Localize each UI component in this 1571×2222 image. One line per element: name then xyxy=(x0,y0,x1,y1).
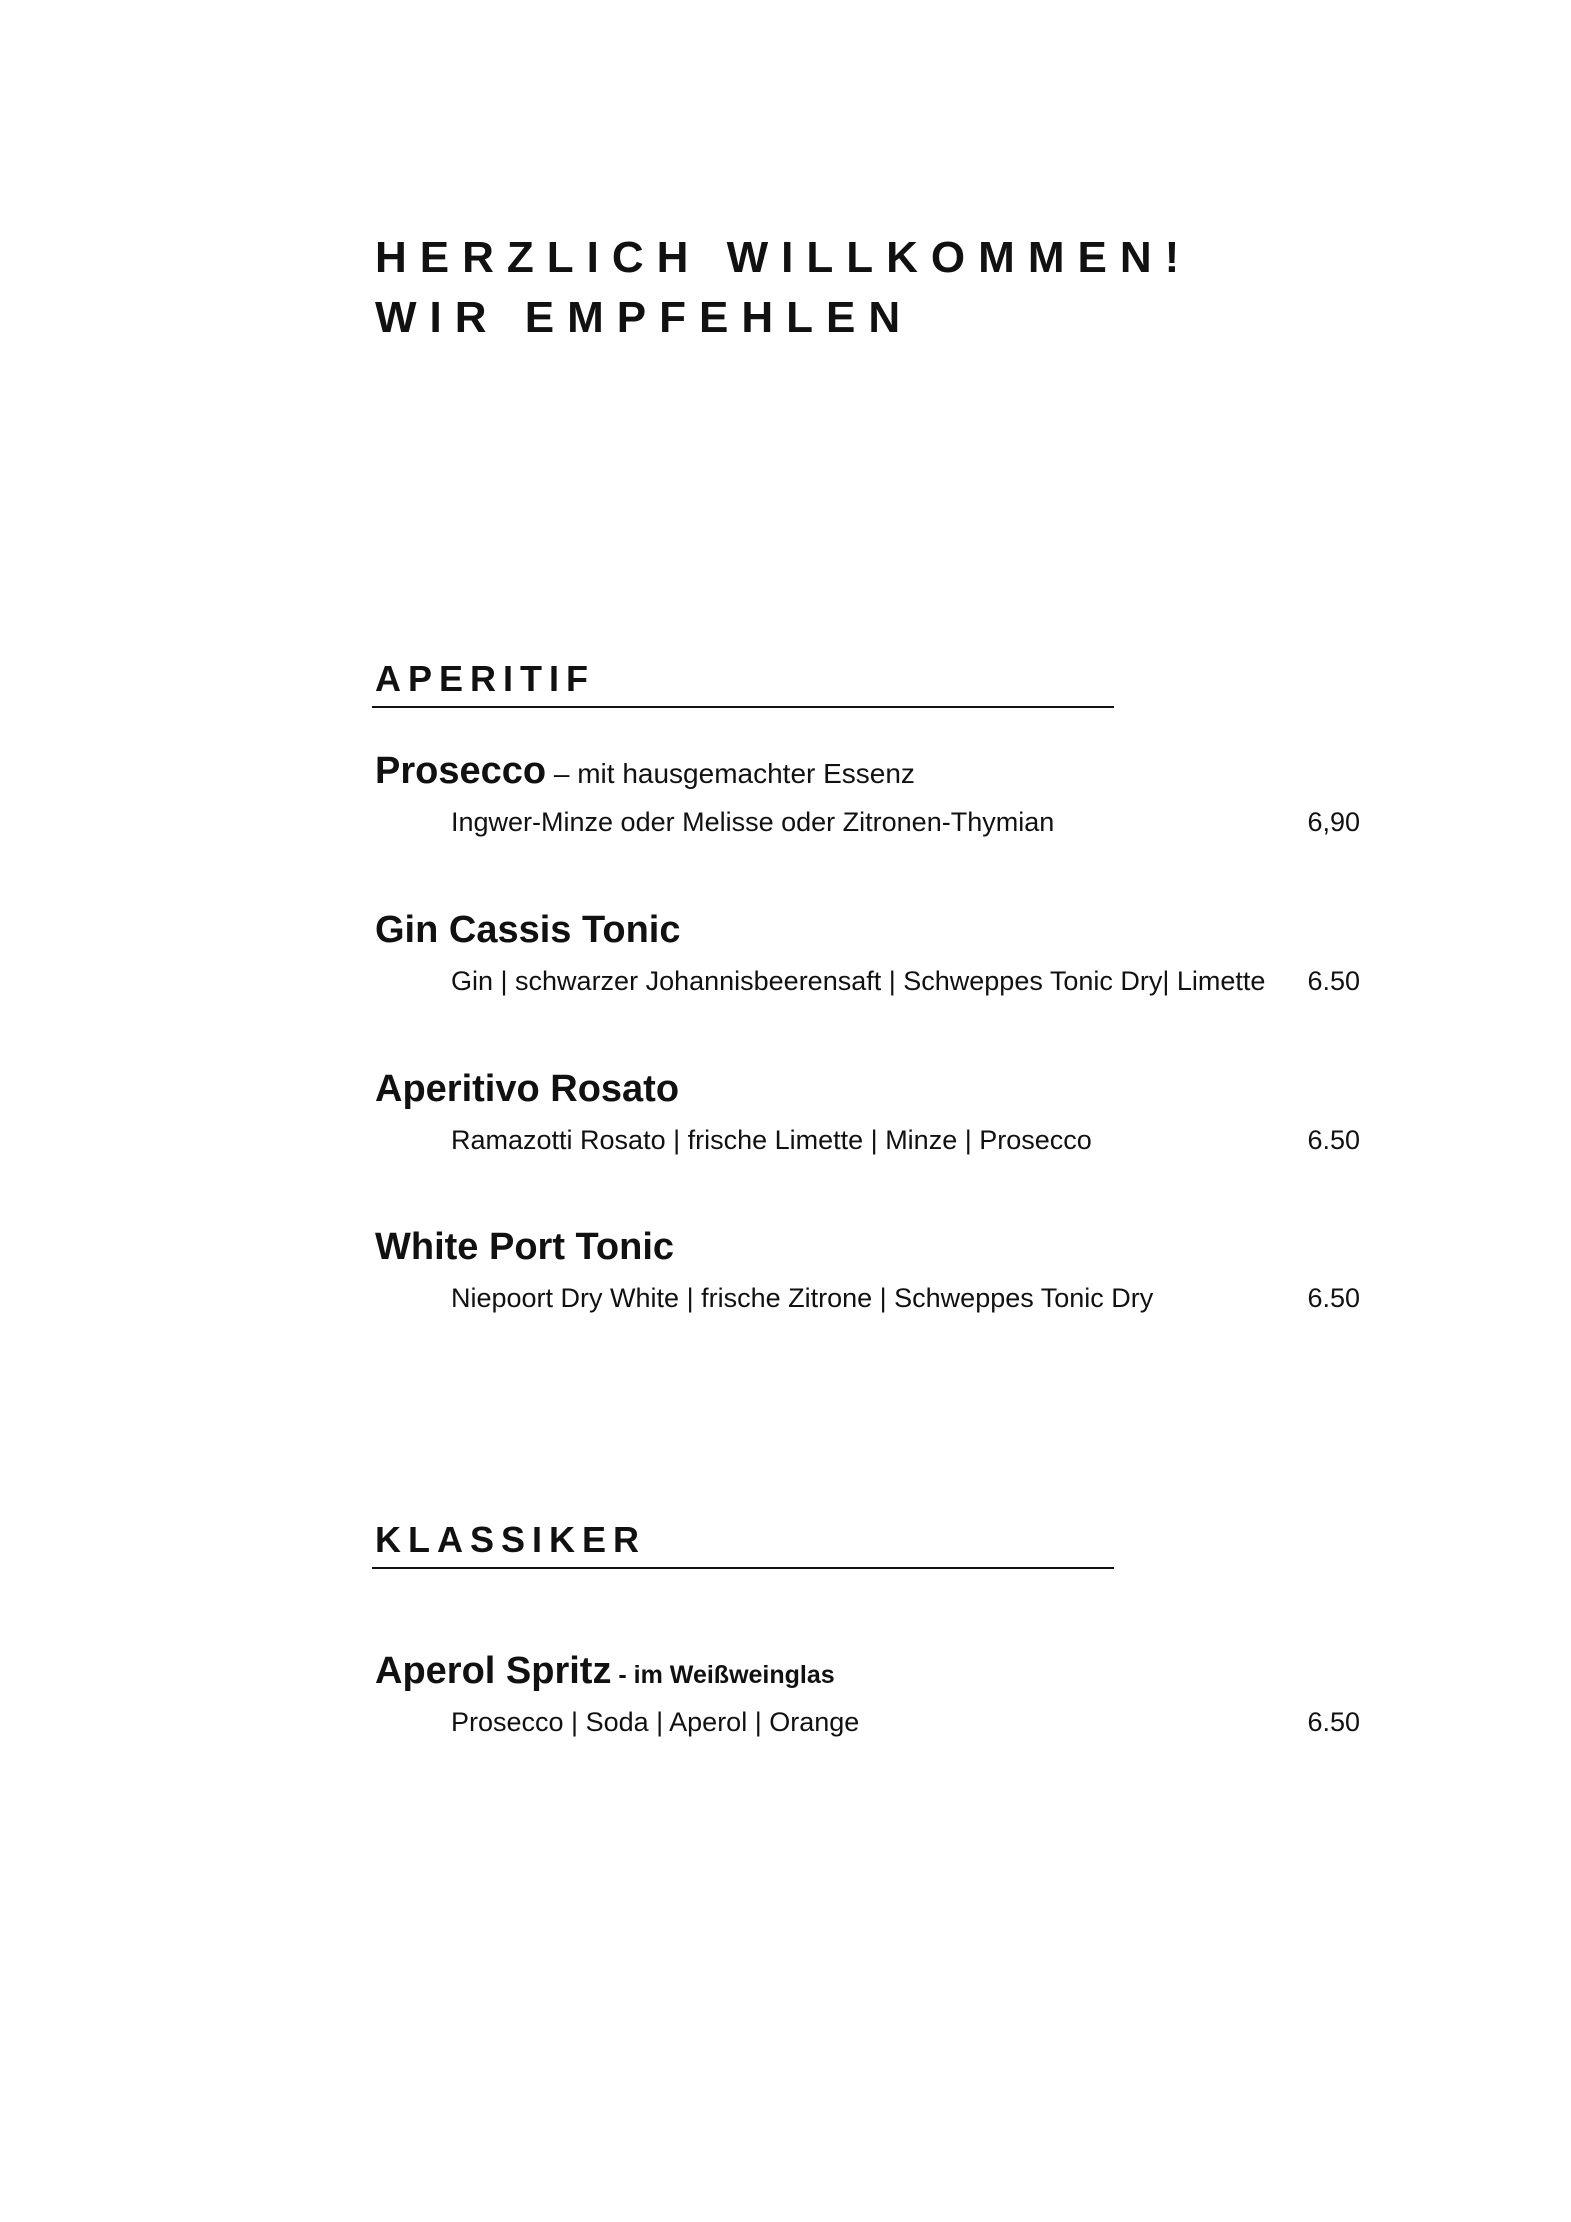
section-header-aperitif xyxy=(372,656,1114,708)
item-description: Niepoort Dry White | frische Zitrone | Schweppes Tonic Dry xyxy=(451,1283,1154,1313)
item-detail-row xyxy=(375,802,1360,842)
item-price: 6.50 xyxy=(1307,1125,1360,1155)
item-description: Gin | schwarzer Johannisbeerensaft | Schweppes Tonic Dry| Limette xyxy=(451,966,1266,996)
menu-item-aperitivo-rosato xyxy=(375,1066,1360,1160)
item-description: Ramazotti Rosato | frische Limette | Minze | Prosecco xyxy=(451,1125,1092,1155)
welcome-line-1: HERZLICH WILLKOMMEN! xyxy=(375,233,1193,282)
item-description: Prosecco | Soda | Aperol | Orange xyxy=(451,1707,860,1737)
item-title xyxy=(375,748,1360,802)
item-detail-row xyxy=(375,961,1360,1001)
item-name: White Port Tonic xyxy=(375,1226,675,1268)
welcome-line-2: WIR EMPFEHLEN xyxy=(375,293,914,342)
menu-item-aperol-spritz xyxy=(375,1648,1360,1742)
item-note: – mit hausgemachter Essenz xyxy=(546,758,915,789)
item-note: - im Weißweinglas xyxy=(611,1661,835,1689)
welcome-heading xyxy=(375,228,1192,348)
item-title xyxy=(375,1648,1360,1702)
item-detail-row xyxy=(375,1278,1360,1318)
section-header-klassiker xyxy=(372,1517,1114,1569)
item-title xyxy=(375,1224,1360,1278)
menu-item-prosecco xyxy=(375,748,1360,842)
item-name: Aperol Spritz xyxy=(375,1650,612,1692)
item-price: 6.50 xyxy=(1307,1707,1360,1737)
item-name: Gin Cassis Tonic xyxy=(375,909,681,951)
item-price: 6.50 xyxy=(1307,1283,1360,1313)
item-detail-row xyxy=(375,1702,1360,1742)
item-price: 6.50 xyxy=(1307,966,1360,996)
item-name: Prosecco xyxy=(375,750,547,792)
item-title xyxy=(375,907,1360,961)
item-price: 6,90 xyxy=(1307,807,1360,837)
item-description: Ingwer-Minze oder Melisse oder Zitronen-Thymian xyxy=(451,807,1055,837)
section-title: APERITIF xyxy=(375,658,596,699)
section-title: KLASSIKER xyxy=(375,1519,647,1560)
item-name: Aperitivo Rosato xyxy=(375,1068,680,1110)
menu-item-gin-cassis-tonic xyxy=(375,907,1360,1001)
item-detail-row xyxy=(375,1120,1360,1160)
menu-item-white-port-tonic xyxy=(375,1224,1360,1318)
item-title xyxy=(375,1066,1360,1120)
